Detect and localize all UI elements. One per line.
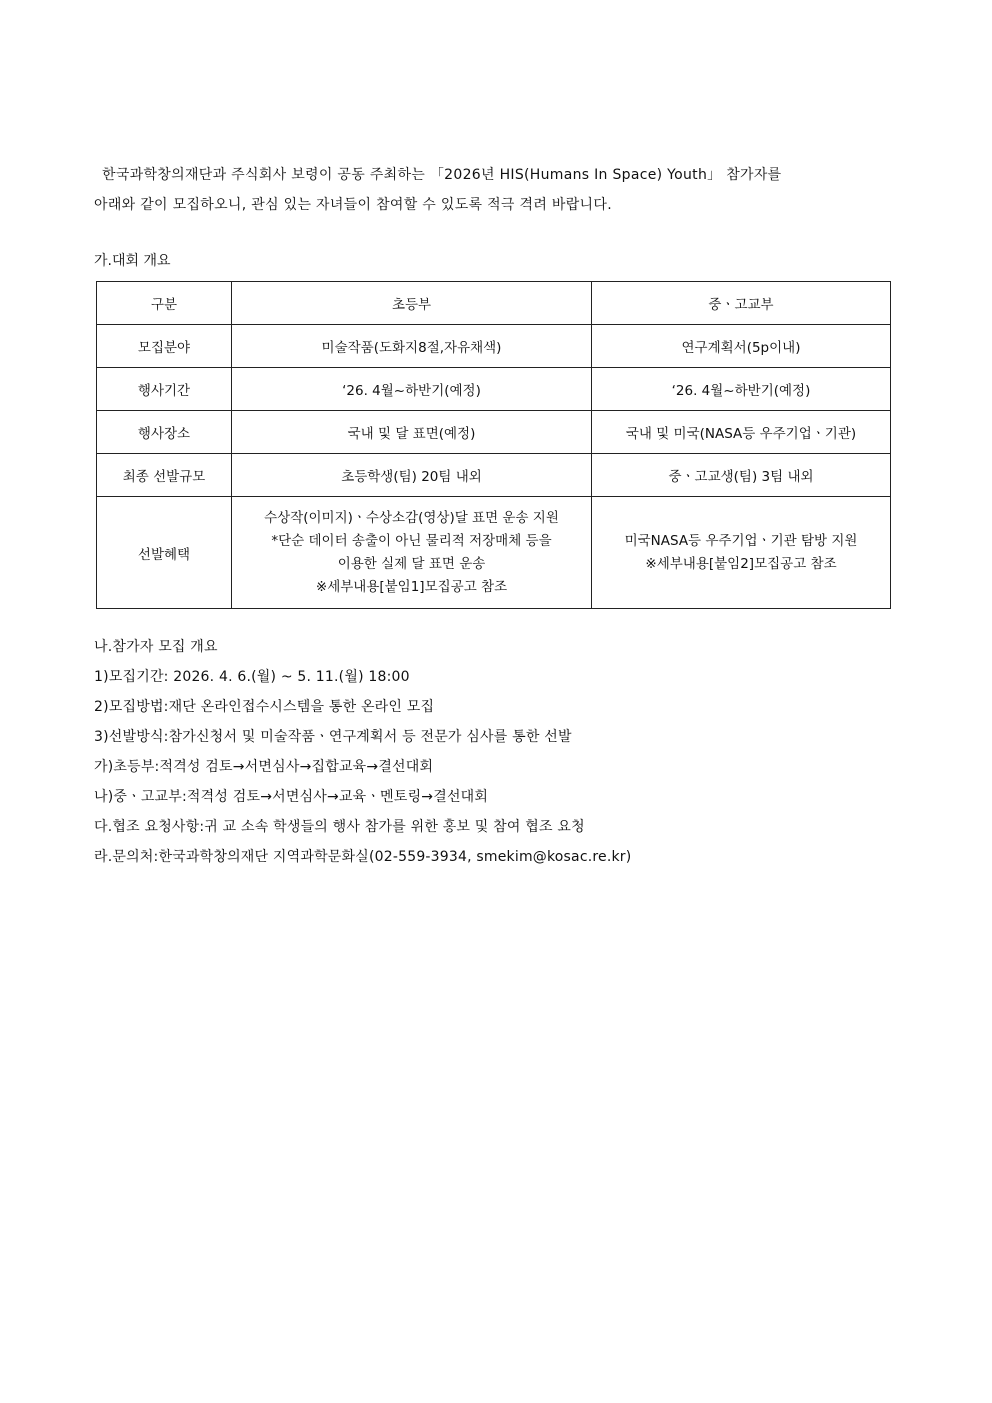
header-category: 구분 [97,282,232,325]
elementary-benefit-cell [232,497,592,609]
header-middle-high: 중ㆍ고교부 [592,282,891,325]
row-label: 모집분야 [97,325,232,368]
benefit-line: *단순 데이터 송출이 아닌 물리적 저장매체 등을 [271,532,552,549]
table-header-row [97,282,891,325]
section-a-title: 가.대회 개요 [94,253,171,269]
elementary-cell: 미술작품(도화지8절,자유채색) [232,325,592,368]
intro-line-2: 아래와 같이 모집하오니, 관심 있는 자녀들이 참여할 수 있도록 적극 격려 바랍니다. [94,197,612,213]
table-row [97,325,891,368]
intro-paragraph [94,160,898,220]
list-item: 나)중ㆍ고교부:적격성 검토→서면심사→교육ㆍ멘토링→결선대회 [94,789,489,805]
middle-high-cell: 연구계획서(5p이내) [592,325,891,368]
table-row-benefit [97,497,891,609]
benefit-line: 수상작(이미지)ㆍ수상소감(영상)달 표면 운송 지원 [264,509,559,526]
row-label: 최종 선발규모 [97,454,232,497]
row-label: 행사기간 [97,368,232,411]
intro-line-1: 한국과학창의재단과 주식회사 보령이 공동 주최하는 「2026년 HIS(Humans In Space) Youth」 참가자를 [102,167,782,183]
section-d-contact: 라.문의처:한국과학창의재단 지역과학문화실(02-559-3934, smekim@kosac.re.kr) [94,849,632,865]
row-label: 선발혜택 [97,497,232,609]
elementary-cell: 국내 및 달 표면(예정) [232,411,592,454]
overview-table [96,281,891,609]
middle-high-cell: 국내 및 미국(NASA등 우주기업ㆍ기관) [592,411,891,454]
elementary-cell: ‘26. 4월~하반기(예정) [232,368,592,411]
list-item: 2)모집방법:재단 온라인접수시스템을 통한 온라인 모집 [94,699,435,715]
list-item: 가)초등부:적격성 검토→서면심사→집합교육→결선대회 [94,759,434,775]
middle-high-cell: 중ㆍ고교생(팀) 3팀 내외 [592,454,891,497]
benefit-line: 미국NASA등 우주기업ㆍ기관 탐방 지원 [624,532,858,549]
table-row [97,411,891,454]
middle-high-cell: ‘26. 4월~하반기(예정) [592,368,891,411]
header-elementary: 초등부 [232,282,592,325]
row-label: 행사장소 [97,411,232,454]
elementary-cell: 초등학생(팀) 20팀 내외 [232,454,592,497]
table-row [97,454,891,497]
section-b-title: 나.참가자 모집 개요 [94,639,218,655]
benefit-line: 이용한 실제 달 표면 운송 [337,555,486,572]
benefit-line: ※세부내용[붙임2]모집공고 참조 [645,555,837,572]
list-item: 1)모집기간: 2026. 4. 6.(월) ~ 5. 11.(월) 18:00 [94,669,410,685]
benefit-line: ※세부내용[붙임1]모집공고 참조 [315,578,508,595]
section-c-cooperation: 다.협조 요청사항:귀 교 소속 학생들의 행사 참가를 위한 홍보 및 참여 협조 요청 [94,819,585,835]
table-row [97,368,891,411]
middle-high-benefit-cell [592,497,891,609]
list-item: 3)선발방식:참가신청서 및 미술작품ㆍ연구계획서 등 전문가 심사를 통한 선발 [94,729,572,745]
recruitment-section [94,632,914,872]
